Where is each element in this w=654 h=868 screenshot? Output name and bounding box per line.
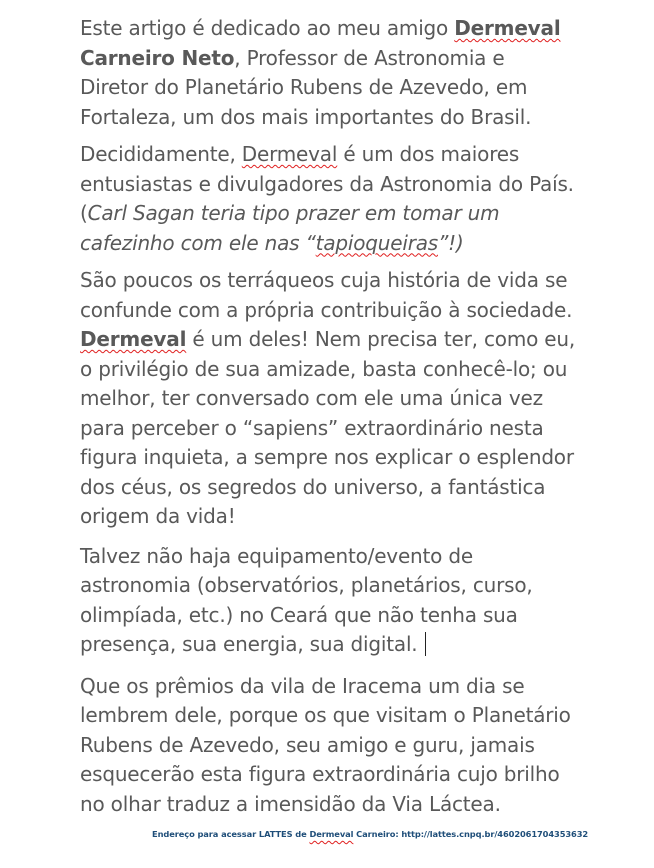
text-line: [80, 790, 600, 820]
spellcheck-flagged-word: Dermeval: [80, 327, 187, 351]
text-run: no olhar traduz a imensidão da Via Láctea.: [80, 791, 501, 816]
text-line: [80, 73, 600, 103]
text-line: [80, 630, 600, 660]
text-line: [80, 601, 600, 631]
text-run: melhor, ter conversado com ele uma única vez: [80, 386, 543, 410]
text-line: [80, 571, 600, 601]
text-line: [80, 384, 600, 414]
text-line: [80, 473, 600, 503]
text-line: [80, 229, 600, 259]
text-line: [80, 170, 600, 200]
text-run: astronomia (observatórios, planetários, curso,: [80, 573, 533, 597]
text-line: [80, 325, 600, 355]
italic-text: cafezinho com ele nas “: [80, 230, 316, 255]
spellcheck-flagged-word: tapioqueiras: [315, 230, 438, 255]
text-line: [80, 199, 600, 229]
text-line: [80, 672, 600, 702]
text-line: [80, 14, 600, 44]
text-run: Fortaleza, um dos mais importantes do Brasil.: [80, 104, 532, 129]
text-line: [80, 103, 600, 133]
text-run: presença, sua energia, sua digital.: [80, 632, 418, 656]
bold-text: Carneiro Neto: [80, 45, 235, 70]
text-line: [80, 414, 600, 444]
text-line: [80, 502, 600, 532]
lattes-footer-note: [152, 829, 588, 839]
text-run: é um deles! Nem precisa ter, como eu,: [186, 327, 576, 351]
text-run: Rubens de Azevedo, seu amigo e guru, jamais: [80, 732, 535, 757]
spellcheck-flagged-word: Dermeval: [454, 16, 561, 40]
text-run: (: [80, 201, 88, 225]
text-line: [80, 731, 600, 761]
text-run: Talvez não haja equipamento/evento de: [80, 543, 473, 568]
paragraph-1[interactable]: [80, 14, 600, 132]
italic-text: Carl Sagan teria tipo prazer em tomar um: [87, 201, 500, 225]
italic-text: ”!): [438, 230, 464, 255]
text-run: o privilégio de sua amizade, basta conhecê-lo; ou: [80, 356, 568, 381]
footer-text-after: Carneiro: http://lattes.cnpq.br/4602061704353632: [353, 829, 589, 839]
text-run: para perceber o “sapiens” extraordinário nesta: [80, 415, 544, 440]
text-run: São poucos os terráqueos cuja história de vida se: [80, 268, 568, 292]
footer-text-before: Endereço para acessar LATTES de: [152, 829, 310, 839]
text-line: [80, 140, 600, 170]
text-run: Diretor do Planetário Rubens de Azevedo, em: [80, 75, 528, 99]
text-run: entusiastas e divulgadores da Astronomia do País.: [80, 171, 574, 196]
text-line: [80, 44, 600, 74]
paragraph-5[interactable]: [80, 672, 600, 820]
text-run: , Professor de Astronomia e: [234, 45, 505, 70]
text-line: [80, 443, 600, 473]
text-cursor: [425, 632, 426, 656]
text-run: confunde com a própria contribuição à sociedade.: [80, 297, 573, 322]
footer-name-misspelled: Dermeval: [309, 829, 354, 839]
text-run: origem da vida!: [80, 504, 236, 528]
text-run: olimpíada, etc.) no Ceará que não tenha sua: [80, 602, 518, 627]
text-run: é um dos maiores: [337, 142, 520, 166]
text-run: dos céus, os segredos do universo, a fantástica: [80, 474, 546, 499]
text-line: [80, 296, 600, 326]
text-line: [80, 701, 600, 731]
text-run: Que os prêmios da vila de Iracema um dia se: [80, 673, 525, 698]
text-line: [80, 760, 600, 790]
spellcheck-flagged-word: Dermeval: [241, 142, 338, 166]
paragraph-2[interactable]: [80, 140, 600, 258]
text-line: [80, 266, 600, 296]
paragraph-3[interactable]: [80, 266, 600, 532]
text-line: [80, 355, 600, 385]
paragraph-4[interactable]: [80, 542, 600, 660]
text-line: [80, 542, 600, 572]
text-run: lembrem dele, porque os que visitam o Planetário: [80, 703, 571, 727]
document-body[interactable]: [80, 14, 600, 827]
text-run: esquecerão esta figura extraordinária cujo brilho: [80, 762, 560, 786]
text-run: Decididamente,: [80, 142, 242, 166]
text-run: Este artigo é dedicado ao meu amigo: [80, 16, 455, 40]
text-run: figura inquieta, a sempre nos explicar o esplendor: [80, 445, 574, 469]
